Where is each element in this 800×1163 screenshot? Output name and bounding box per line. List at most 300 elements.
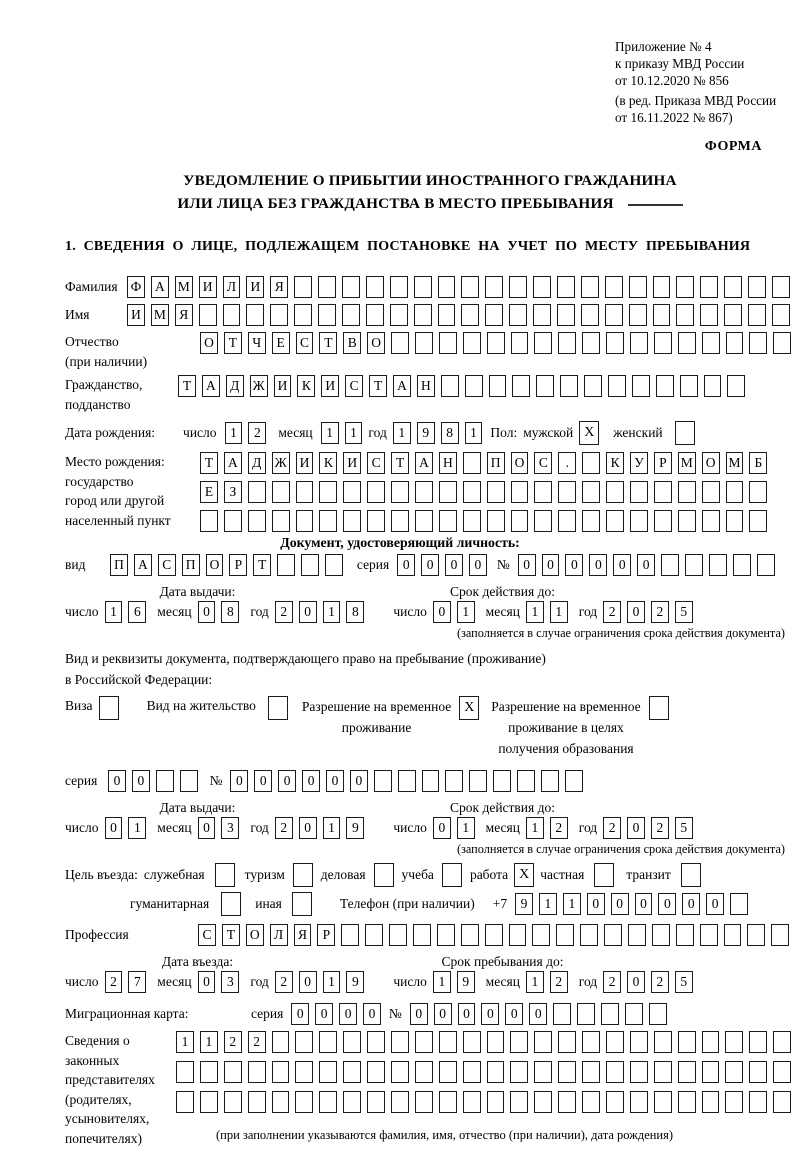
char-cell[interactable]: 0 — [627, 817, 645, 839]
char-cell[interactable] — [156, 770, 174, 792]
temp-permit-checkbox[interactable]: X — [459, 696, 479, 720]
char-cell[interactable] — [319, 1031, 337, 1053]
char-cell[interactable] — [605, 304, 623, 326]
birthplace-cells-row3[interactable] — [200, 510, 767, 532]
char-cell[interactable] — [319, 510, 337, 532]
char-cell[interactable]: К — [297, 375, 315, 397]
char-cell[interactable] — [413, 924, 431, 946]
char-cell[interactable]: 1 — [526, 817, 544, 839]
char-cell[interactable] — [606, 1031, 624, 1053]
char-cell[interactable] — [325, 554, 343, 576]
char-cell[interactable] — [319, 1061, 337, 1083]
char-cell[interactable] — [463, 1031, 481, 1053]
char-cell[interactable] — [581, 276, 599, 298]
valid-day-cells[interactable] — [433, 817, 475, 839]
purpose-study-checkbox[interactable] — [442, 863, 462, 887]
char-cell[interactable] — [318, 276, 336, 298]
char-cell[interactable] — [319, 481, 337, 503]
issue-year-cells[interactable] — [275, 601, 365, 623]
char-cell[interactable] — [680, 375, 698, 397]
char-cell[interactable]: 2 — [603, 971, 621, 993]
char-cell[interactable] — [532, 924, 550, 946]
char-cell[interactable] — [398, 770, 416, 792]
char-cell[interactable] — [465, 375, 483, 397]
char-cell[interactable] — [725, 1061, 743, 1083]
char-cell[interactable] — [367, 510, 385, 532]
char-cell[interactable] — [727, 375, 745, 397]
issue-month-cells[interactable] — [198, 601, 240, 623]
char-cell[interactable] — [772, 304, 790, 326]
char-cell[interactable]: Н — [439, 452, 457, 474]
char-cell[interactable] — [509, 276, 527, 298]
char-cell[interactable] — [725, 1031, 743, 1053]
char-cell[interactable] — [772, 276, 790, 298]
char-cell[interactable] — [487, 1091, 505, 1113]
char-cell[interactable] — [367, 1061, 385, 1083]
char-cell[interactable] — [415, 510, 433, 532]
sex-female-checkbox[interactable] — [675, 421, 695, 445]
char-cell[interactable] — [510, 1091, 528, 1113]
char-cell[interactable] — [438, 276, 456, 298]
char-cell[interactable] — [558, 1031, 576, 1053]
char-cell[interactable]: С — [198, 924, 216, 946]
purpose-tourism-checkbox[interactable] — [293, 863, 313, 887]
char-cell[interactable]: Ж — [272, 452, 290, 474]
char-cell[interactable] — [389, 924, 407, 946]
char-cell[interactable] — [415, 332, 433, 354]
char-cell[interactable]: 2 — [550, 971, 568, 993]
char-cell[interactable] — [749, 1031, 767, 1053]
char-cell[interactable]: А — [134, 554, 152, 576]
char-cell[interactable] — [630, 332, 648, 354]
char-cell[interactable] — [391, 1031, 409, 1053]
char-cell[interactable] — [415, 1091, 433, 1113]
char-cell[interactable] — [702, 1061, 720, 1083]
char-cell[interactable] — [534, 481, 552, 503]
char-cell[interactable]: О — [702, 452, 720, 474]
char-cell[interactable] — [654, 332, 672, 354]
entry-year-cells[interactable] — [275, 971, 365, 993]
purpose-humanitarian-checkbox[interactable] — [221, 892, 241, 916]
char-cell[interactable] — [649, 1003, 667, 1025]
char-cell[interactable] — [726, 332, 744, 354]
char-cell[interactable] — [654, 481, 672, 503]
char-cell[interactable] — [748, 304, 766, 326]
char-cell[interactable] — [533, 276, 551, 298]
edu-permit-checkbox[interactable] — [649, 696, 669, 720]
char-cell[interactable] — [536, 375, 554, 397]
char-cell[interactable] — [582, 481, 600, 503]
char-cell[interactable] — [748, 276, 766, 298]
char-cell[interactable]: И — [246, 276, 264, 298]
char-cell[interactable]: С — [345, 375, 363, 397]
char-cell[interactable] — [342, 276, 360, 298]
char-cell[interactable] — [445, 770, 463, 792]
char-cell[interactable]: 0 — [469, 554, 487, 576]
char-cell[interactable]: С — [296, 332, 314, 354]
char-cell[interactable] — [391, 1061, 409, 1083]
char-cell[interactable] — [676, 304, 694, 326]
char-cell[interactable]: Я — [270, 276, 288, 298]
char-cell[interactable]: И — [296, 452, 314, 474]
char-cell[interactable]: У — [630, 452, 648, 474]
char-cell[interactable]: И — [321, 375, 339, 397]
char-cell[interactable] — [341, 924, 359, 946]
char-cell[interactable] — [604, 924, 622, 946]
profession-cells[interactable] — [198, 924, 789, 946]
char-cell[interactable] — [678, 1031, 696, 1053]
char-cell[interactable] — [414, 276, 432, 298]
char-cell[interactable]: 0 — [315, 1003, 333, 1025]
char-cell[interactable]: О — [246, 924, 264, 946]
char-cell[interactable] — [246, 304, 264, 326]
char-cell[interactable] — [582, 1061, 600, 1083]
char-cell[interactable]: О — [206, 554, 224, 576]
char-cell[interactable] — [556, 924, 574, 946]
char-cell[interactable] — [223, 304, 241, 326]
char-cell[interactable]: 0 — [421, 554, 439, 576]
entry-month-cells[interactable] — [198, 971, 240, 993]
char-cell[interactable]: 0 — [410, 1003, 428, 1025]
char-cell[interactable] — [632, 375, 650, 397]
char-cell[interactable]: Р — [317, 924, 335, 946]
char-cell[interactable] — [272, 510, 290, 532]
char-cell[interactable] — [390, 304, 408, 326]
char-cell[interactable]: 1 — [465, 422, 483, 444]
char-cell[interactable]: 9 — [346, 817, 364, 839]
birthdate-month-cells[interactable] — [321, 422, 363, 444]
char-cell[interactable]: 0 — [458, 1003, 476, 1025]
char-cell[interactable] — [224, 510, 242, 532]
char-cell[interactable]: Ж — [250, 375, 268, 397]
char-cell[interactable]: Д — [248, 452, 266, 474]
char-cell[interactable]: Я — [294, 924, 312, 946]
char-cell[interactable]: П — [182, 554, 200, 576]
purpose-business-checkbox[interactable] — [374, 863, 394, 887]
char-cell[interactable]: 0 — [542, 554, 560, 576]
char-cell[interactable]: 2 — [603, 817, 621, 839]
char-cell[interactable] — [606, 510, 624, 532]
char-cell[interactable] — [512, 375, 530, 397]
patronymic-cells[interactable] — [200, 332, 791, 354]
char-cell[interactable] — [584, 375, 602, 397]
char-cell[interactable] — [606, 1061, 624, 1083]
char-cell[interactable] — [704, 375, 722, 397]
char-cell[interactable]: 1 — [393, 422, 411, 444]
char-cell[interactable]: И — [343, 452, 361, 474]
char-cell[interactable]: 0 — [105, 817, 123, 839]
char-cell[interactable]: 1 — [433, 971, 451, 993]
char-cell[interactable] — [439, 510, 457, 532]
char-cell[interactable]: Р — [229, 554, 247, 576]
char-cell[interactable]: А — [415, 452, 433, 474]
sex-male-checkbox[interactable]: X — [579, 421, 599, 445]
doc-kind-cells[interactable] — [110, 554, 343, 576]
char-cell[interactable] — [558, 1061, 576, 1083]
char-cell[interactable]: 9 — [457, 971, 475, 993]
char-cell[interactable] — [517, 770, 535, 792]
char-cell[interactable]: 3 — [221, 971, 239, 993]
doc-number-cells[interactable] — [518, 554, 775, 576]
char-cell[interactable] — [773, 1061, 791, 1083]
char-cell[interactable]: 0 — [291, 1003, 309, 1025]
char-cell[interactable]: Л — [270, 924, 288, 946]
char-cell[interactable] — [702, 1031, 720, 1053]
char-cell[interactable] — [270, 304, 288, 326]
char-cell[interactable] — [415, 1031, 433, 1053]
char-cell[interactable] — [700, 304, 718, 326]
char-cell[interactable] — [366, 276, 384, 298]
char-cell[interactable] — [565, 770, 583, 792]
char-cell[interactable]: 0 — [302, 770, 320, 792]
char-cell[interactable]: Т — [222, 924, 240, 946]
char-cell[interactable] — [391, 1091, 409, 1113]
valid-year-cells[interactable] — [603, 817, 693, 839]
char-cell[interactable]: 2 — [105, 971, 123, 993]
char-cell[interactable]: 1 — [323, 971, 341, 993]
char-cell[interactable] — [343, 1061, 361, 1083]
char-cell[interactable] — [730, 893, 748, 915]
char-cell[interactable]: 2 — [224, 1031, 242, 1053]
char-cell[interactable]: 0 — [278, 770, 296, 792]
char-cell[interactable]: 5 — [675, 971, 693, 993]
char-cell[interactable] — [606, 332, 624, 354]
char-cell[interactable] — [485, 924, 503, 946]
birthplace-cells-row2[interactable] — [200, 481, 767, 503]
char-cell[interactable] — [248, 1091, 266, 1113]
char-cell[interactable]: 0 — [433, 601, 451, 623]
char-cell[interactable]: 1 — [345, 422, 363, 444]
char-cell[interactable] — [487, 1061, 505, 1083]
char-cell[interactable]: 1 — [526, 971, 544, 993]
valid-month-cells[interactable] — [526, 601, 568, 623]
issue-day-cells[interactable] — [105, 817, 147, 839]
char-cell[interactable] — [391, 481, 409, 503]
char-cell[interactable] — [511, 332, 529, 354]
char-cell[interactable] — [678, 510, 696, 532]
char-cell[interactable]: 2 — [651, 971, 669, 993]
char-cell[interactable]: С — [158, 554, 176, 576]
char-cell[interactable] — [606, 481, 624, 503]
char-cell[interactable]: Т — [200, 452, 218, 474]
char-cell[interactable] — [654, 1091, 672, 1113]
char-cell[interactable]: 8 — [221, 601, 239, 623]
char-cell[interactable]: Н — [417, 375, 435, 397]
char-cell[interactable] — [541, 770, 559, 792]
char-cell[interactable] — [224, 1061, 242, 1083]
char-cell[interactable]: 2 — [248, 1031, 266, 1053]
char-cell[interactable]: Ф — [127, 276, 145, 298]
char-cell[interactable] — [749, 1091, 767, 1113]
char-cell[interactable]: 1 — [539, 893, 557, 915]
char-cell[interactable] — [557, 304, 575, 326]
char-cell[interactable] — [343, 1031, 361, 1053]
char-cell[interactable] — [702, 510, 720, 532]
char-cell[interactable]: 8 — [346, 601, 364, 623]
migration-number-cells[interactable] — [410, 1003, 667, 1025]
char-cell[interactable]: 0 — [505, 1003, 523, 1025]
char-cell[interactable] — [661, 554, 679, 576]
entry-day-cells[interactable] — [105, 971, 147, 993]
surname-cells[interactable] — [127, 276, 790, 298]
char-cell[interactable]: 1 — [128, 817, 146, 839]
char-cell[interactable]: 0 — [433, 817, 451, 839]
char-cell[interactable]: 0 — [518, 554, 536, 576]
char-cell[interactable]: 1 — [200, 1031, 218, 1053]
char-cell[interactable]: 0 — [613, 554, 631, 576]
char-cell[interactable]: 0 — [254, 770, 272, 792]
char-cell[interactable]: 0 — [326, 770, 344, 792]
char-cell[interactable] — [439, 1091, 457, 1113]
birthdate-day-cells[interactable] — [225, 422, 267, 444]
char-cell[interactable]: И — [127, 304, 145, 326]
char-cell[interactable] — [628, 924, 646, 946]
char-cell[interactable] — [343, 1091, 361, 1113]
char-cell[interactable]: 0 — [589, 554, 607, 576]
char-cell[interactable] — [176, 1091, 194, 1113]
char-cell[interactable] — [534, 1031, 552, 1053]
char-cell[interactable]: 2 — [651, 817, 669, 839]
char-cell[interactable] — [582, 452, 600, 474]
char-cell[interactable] — [277, 554, 295, 576]
char-cell[interactable]: 0 — [363, 1003, 381, 1025]
char-cell[interactable] — [581, 304, 599, 326]
char-cell[interactable] — [749, 1061, 767, 1083]
char-cell[interactable] — [577, 1003, 595, 1025]
res-number-cells[interactable] — [230, 770, 582, 792]
char-cell[interactable]: 1 — [105, 601, 123, 623]
char-cell[interactable] — [366, 304, 384, 326]
char-cell[interactable]: 0 — [198, 971, 216, 993]
char-cell[interactable] — [582, 1031, 600, 1053]
char-cell[interactable]: К — [606, 452, 624, 474]
char-cell[interactable]: Р — [654, 452, 672, 474]
purpose-private-checkbox[interactable] — [594, 863, 614, 887]
char-cell[interactable] — [365, 924, 383, 946]
char-cell[interactable]: П — [487, 452, 505, 474]
char-cell[interactable] — [558, 510, 576, 532]
char-cell[interactable]: 0 — [637, 554, 655, 576]
valid-month-cells[interactable] — [526, 817, 568, 839]
char-cell[interactable] — [558, 1091, 576, 1113]
char-cell[interactable] — [485, 304, 503, 326]
char-cell[interactable] — [676, 924, 694, 946]
char-cell[interactable]: 5 — [675, 817, 693, 839]
char-cell[interactable]: 5 — [675, 601, 693, 623]
char-cell[interactable]: М — [726, 452, 744, 474]
phone-cells[interactable] — [515, 893, 748, 915]
char-cell[interactable]: Л — [223, 276, 241, 298]
char-cell[interactable]: 1 — [176, 1031, 194, 1053]
char-cell[interactable] — [653, 276, 671, 298]
char-cell[interactable]: 2 — [275, 817, 293, 839]
char-cell[interactable]: 0 — [230, 770, 248, 792]
char-cell[interactable]: 1 — [323, 817, 341, 839]
char-cell[interactable]: 8 — [441, 422, 459, 444]
char-cell[interactable] — [439, 1061, 457, 1083]
char-cell[interactable] — [630, 1091, 648, 1113]
char-cell[interactable]: О — [511, 452, 529, 474]
char-cell[interactable] — [773, 1031, 791, 1053]
purpose-transit-checkbox[interactable] — [681, 863, 701, 887]
char-cell[interactable]: 1 — [563, 893, 581, 915]
char-cell[interactable]: О — [367, 332, 385, 354]
char-cell[interactable] — [534, 510, 552, 532]
stay-month-cells[interactable] — [526, 971, 568, 993]
char-cell[interactable] — [557, 276, 575, 298]
char-cell[interactable] — [724, 304, 742, 326]
char-cell[interactable] — [726, 481, 744, 503]
char-cell[interactable] — [724, 276, 742, 298]
char-cell[interactable] — [702, 481, 720, 503]
char-cell[interactable]: Т — [224, 332, 242, 354]
char-cell[interactable] — [301, 554, 319, 576]
char-cell[interactable]: 0 — [108, 770, 126, 792]
birthplace-cells-row1[interactable] — [200, 452, 767, 474]
char-cell[interactable] — [558, 332, 576, 354]
char-cell[interactable] — [733, 554, 751, 576]
char-cell[interactable]: Д — [226, 375, 244, 397]
char-cell[interactable] — [439, 481, 457, 503]
char-cell[interactable] — [367, 1031, 385, 1053]
visa-checkbox[interactable] — [99, 696, 119, 720]
char-cell[interactable] — [685, 554, 703, 576]
char-cell[interactable] — [630, 1031, 648, 1053]
char-cell[interactable]: 1 — [323, 601, 341, 623]
char-cell[interactable] — [773, 332, 791, 354]
char-cell[interactable]: 2 — [275, 971, 293, 993]
char-cell[interactable] — [437, 924, 455, 946]
char-cell[interactable] — [654, 1061, 672, 1083]
char-cell[interactable]: Я — [175, 304, 193, 326]
char-cell[interactable]: 0 — [635, 893, 653, 915]
char-cell[interactable] — [510, 1061, 528, 1083]
char-cell[interactable] — [654, 510, 672, 532]
char-cell[interactable] — [272, 1061, 290, 1083]
char-cell[interactable] — [509, 924, 527, 946]
birthdate-year-cells[interactable] — [393, 422, 483, 444]
char-cell[interactable] — [296, 510, 314, 532]
char-cell[interactable] — [439, 332, 457, 354]
char-cell[interactable]: 1 — [225, 422, 243, 444]
char-cell[interactable]: Б — [749, 452, 767, 474]
char-cell[interactable]: Е — [200, 481, 218, 503]
char-cell[interactable] — [511, 510, 529, 532]
char-cell[interactable] — [463, 1091, 481, 1113]
char-cell[interactable] — [630, 1061, 648, 1083]
char-cell[interactable] — [487, 481, 505, 503]
char-cell[interactable] — [487, 332, 505, 354]
char-cell[interactable]: К — [319, 452, 337, 474]
char-cell[interactable] — [702, 1091, 720, 1113]
char-cell[interactable] — [461, 924, 479, 946]
char-cell[interactable] — [461, 276, 479, 298]
char-cell[interactable]: 0 — [132, 770, 150, 792]
char-cell[interactable] — [749, 481, 767, 503]
char-cell[interactable] — [200, 510, 218, 532]
char-cell[interactable] — [700, 924, 718, 946]
char-cell[interactable]: 0 — [587, 893, 605, 915]
char-cell[interactable] — [678, 1091, 696, 1113]
char-cell[interactable] — [343, 481, 361, 503]
char-cell[interactable]: 0 — [445, 554, 463, 576]
valid-year-cells[interactable] — [603, 601, 693, 623]
char-cell[interactable] — [224, 1091, 242, 1113]
res-series-cells[interactable] — [108, 770, 198, 792]
char-cell[interactable] — [248, 510, 266, 532]
char-cell[interactable] — [493, 770, 511, 792]
char-cell[interactable] — [318, 304, 336, 326]
